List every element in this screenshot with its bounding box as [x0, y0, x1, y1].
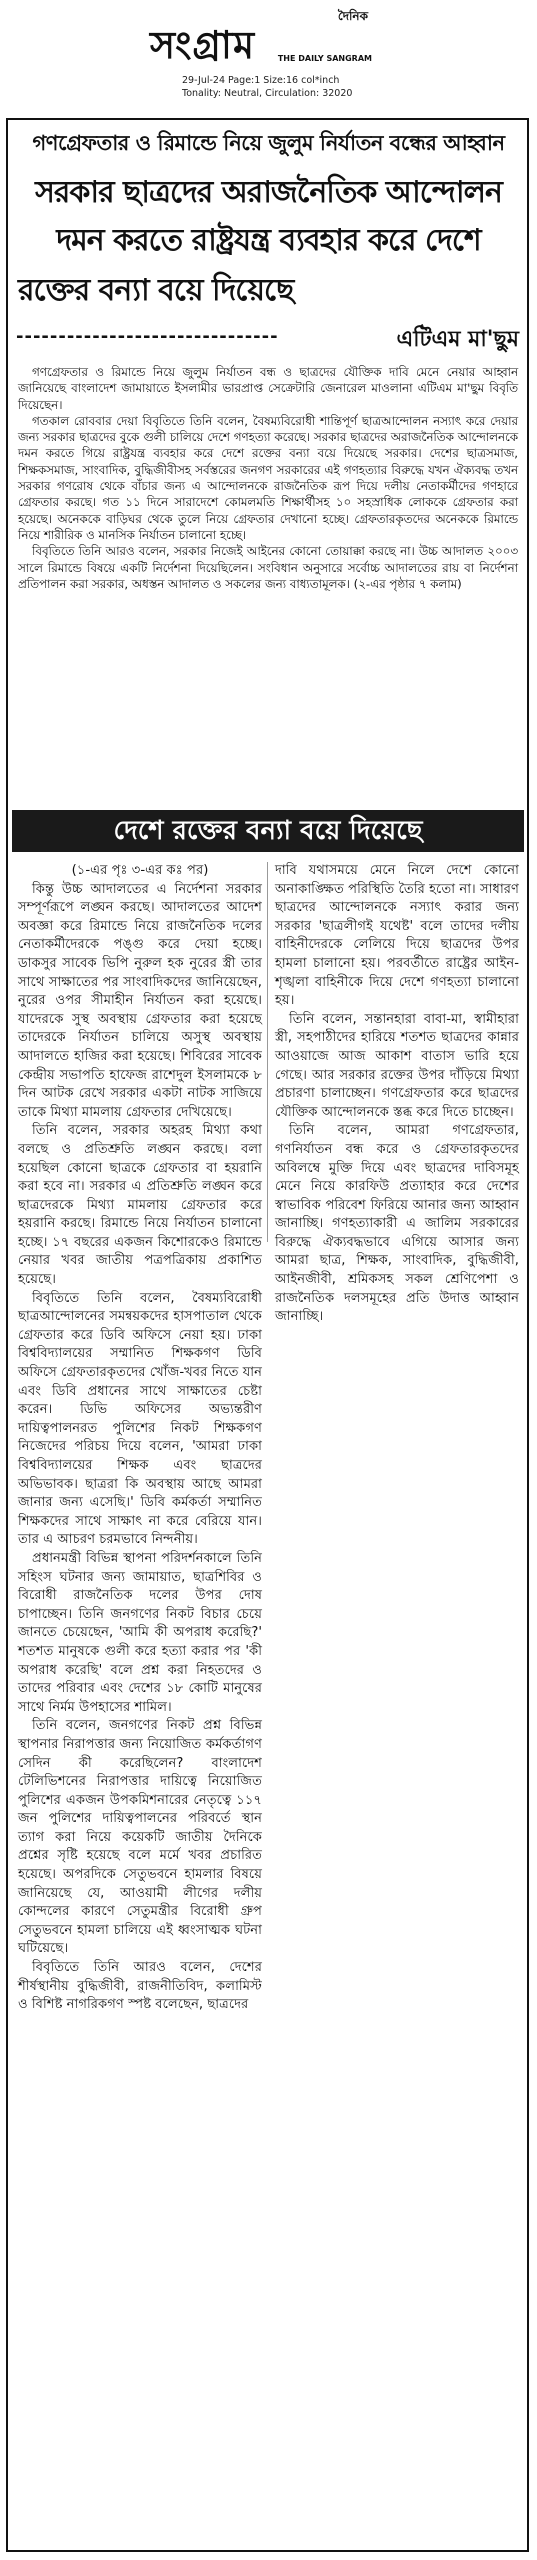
continuation-banner: [12, 810, 524, 852]
logo-english-name: THE DAILY SANGRAM: [277, 54, 372, 63]
banner-title: দেশে রক্তের বন্যা বয়ে দিয়েছে: [113, 816, 423, 846]
headline-kicker: গণগ্রেফতার ও রিমান্ডে নিয়ে জুলুম নির্যাতন বন্ধের আহ্বান: [32, 131, 505, 155]
column-paragraph: দাবি যথাসময়ে মেনে নিলে দেশে কোনো অনাকাঙ্ক্ষিত পরিস্থিতি তৈরি হতো না। সাধারণ ছাত্রদের আন্দোলনকে নস্যাৎ করার জন্য সরকার 'ছাত্রলীগই যথেষ্ট' বলে তাদের দলীয় বাহিনীদেরকে লেলিয়ে দিয়ে ছাত্রদের উপর হামলা চালানো হয়। পরবর্তীতে রাষ্ট্রের আইন-শৃঙ্খলা বাহিনীকে দিয়ে দেশে গণহত্যা চালানো হয়।: [275, 863, 519, 1009]
byline-rule: -------------------------------: [16, 326, 279, 347]
logo-title: সংগ্রাম: [150, 22, 256, 67]
column-divider: [267, 862, 268, 1242]
byline-name: এটিএম মা'ছুম: [396, 327, 519, 352]
continued-note: (১-এর পৃঃ ৩-এর কঃ পর): [71, 863, 209, 878]
headline-line-3: রক্তের বন্যা বয়ে দিয়েছে: [18, 273, 294, 308]
right-column: [275, 862, 519, 1327]
column-paragraph: তিনি বলেন, সন্তানহারা বাবা-মা, স্বামীহারা স্ত্রী, সহপাঠীদের হারিয়ে শতশত ছাত্রদের কান্নার আওয়াজে আজ আকাশ বাতাস ভারি হয়ে গেছে। আর সরকার রক্তের উপর দাঁড়িয়ে মিথ্যা প্রচারণা চালাচ্ছেন। গণগ্রেফতার করে ছাত্রদের যৌক্তিক আন্দোলনকে স্তব্ধ করে দিতে চাচ্ছেন।: [275, 1011, 519, 1120]
headline-line-1: সরকার ছাত্রদের অরাজনৈতিক আন্দোলন: [35, 175, 502, 210]
meta-date-page: 29-Jul-24 Page:1 Size:16 col*inch: [182, 75, 340, 86]
column-paragraph: প্রধানমন্ত্রী বিভিন্ন স্থাপনা পরিদর্শনকালে তিনি সহিংস ঘটনার জন্য জামায়াত, ছাত্রশিবির ও বিরোধী রাজনৈতিক দলের উপর দোষ চাপাচ্ছেন। তিনি জনগণের নিকট বিচার চেয়ে জানতে চেয়েছেন, 'আমি কী অপরাধ করেছি?' শতশত মানুষকে গুলী করে হত্যা করার পর 'কী অপরাধ করেছি' বলে প্রশ্ন করা নিহতদের ও তাদের পরিবার এবং দেশের ১৮ কোটি মানুষের সাথে নির্মম উপহাসের শামিল।: [18, 1550, 262, 1715]
intro-text: [18, 364, 518, 592]
column-paragraph: বিবৃতিতে তিনি আরও বলেন, দেশের শীর্ষস্থানীয় বুদ্ধিজীবী, রাজনীতিবিদ, কলামিস্ট ও বিশিষ্ট নাগরিকগণ স্পষ্ট বলেছেন, ছাত্রদের: [18, 1960, 262, 2013]
clipping-meta: [182, 74, 352, 100]
meta-tonality: Tonality: Neutral, Circulation: 32020: [182, 88, 353, 99]
headline-line-2: দমন করতে রাষ্ট্রযন্ত্র ব্যবহার করে দেশে: [56, 223, 481, 258]
intro-paragraph: বিবৃতিতে তিনি আরও বলেন, সরকার নিজেই আইনের কোনো তোয়াক্কা করছে না। উচ্চ আদালত ২০০৩ সালে রিমান্ডে বিষয়ে একটি নির্দেশনা দিয়েছিলেন। সংবিধান অনুসারে সর্বোচ্চ আদালতের রায় বা নির্দেশনা প্রতিপালন করা সরকার, অধস্তন আদালত ও সকলের জন্য বাধ্যতামূলক। (২-এর পৃষ্ঠার ৭ কলাম): [18, 544, 518, 591]
column-paragraph: তিনি বলেন, সরকার অহরহ মিথ্যা কথা বলছে ও প্রতিশ্রুতি লঙ্ঘন করছে। বলা হয়েছিল কোনো ছাত্রকে গ্রেফতার বা হয়রানি করা হবে না। সরকার এ প্রতিশ্রুতি লঙ্ঘন করে ছাত্রদেরকে মিথ্যা মামলায় গ্রেফতার করে হয়রানি করছে। রিমান্ডে নিয়ে নির্যাতন চালানো হচ্ছে। ১৭ বছরের একজন কিশোরকেও রিমান্ডে নেয়ার খবর জাতীয় পত্রপত্রিকায় প্রকাশিত হয়েছে।: [18, 1123, 262, 1288]
intro-paragraph: গতকাল রোববার দেয়া বিবৃতিতে তিনি বলেন, বৈষম্যবিরোধী শান্তিপূর্ণ ছাত্রআন্দোলন নস্যাৎ করে দেয়ার জন্য সরকার ছাত্রদের বুকে গুলী চালিয়ে দেশে গণহত্যা করেছে। সরকার ছাত্রদের অরাজনৈতিক আন্দোলনকে দমন করতে গিয়ে রাষ্ট্রযন্ত্র ব্যবহার করে দেশে রক্তের বন্যা বয়ে দিয়েছে সরকার। দেশের ছাত্রসমাজ, শিক্ষকসমাজ, সাংবাদিক, বুদ্ধিজীবীসহ সর্বস্তরের জনগণ সরকারের এই গণহত্যার বিরুদ্ধে যখন ঐক্যবদ্ধ তখন সরকার গণরোষ থেকে বাঁচার জন্য এ আন্দোলনকে রাজনৈতিক রূপ দিয়ে দলীয় নেতাকর্মীদের গণহারে গ্রেফতার করছে। গত ১১ দিনে সারাদেশে কোমলমতি শিক্ষার্থীসহ ১০ সহস্রাধিক লোককে গ্রেফতার করা হয়েছে। অনেককে বাড়িঘর থেকে তুলে নিয়ে গ্রেফতার দেখানো হচ্ছে। গ্রেফতারকৃতদের অনেককে রিমান্ডে নিয়ে শারীরিক ও মানসিক নির্যাতন চালানো হচ্ছে।: [18, 413, 518, 542]
newspaper-logo: [150, 8, 390, 67]
column-paragraph: বিবৃতিতে তিনি বলেন, বৈষম্যবিরোধী ছাত্রআন্দোলনের সমন্বয়কদের হাসপাতাল থেকে গ্রেফতার করে ডিবি অফিসে নেয়া হয়। ঢাকা বিশ্ববিদ্যালয়ের সম্মানিত শিক্ষকগণ ডিবি অফিসে গ্রেফতারকৃতদের খোঁজ-খবর নিতে যান এবং ডিবি প্রধানের সাথে সাক্ষাতের চেষ্টা করেন। ডিভি অফিসের অভ্যন্তরীণ দায়িত্বপালনরত পুলিশের নিকট শিক্ষকগণ নিজেদের পরিচয় দিয়ে বলেন, 'আমরা ঢাকা বিশ্ববিদ্যালয়ের শিক্ষক এবং ছাত্রদের অভিভাবক। ছাত্ররা কি অবস্থায় আছে আমরা জানার জন্য এসেছি।' ডিবি কর্মকর্তা সম্মানিত শিক্ষকদের সাথে সাক্ষাৎ না করে বেরিয়ে যান। তার এ আচরণ চরমভাবে নিন্দনীয়।: [18, 1290, 262, 1548]
column-paragraph: তিনি বলেন, আমরা গণগ্রেফতার, গণনির্যাতন বন্ধ করে ও গ্রেফতারকৃতদের অবিলম্বে মুক্তি দিয়ে এবং ছাত্রদের দাবিসমূহ মেনে নিয়ে কারফিউ প্রত্যাহার করে দেশের স্বাভাবিক পরিবেশ ফিরিয়ে আনার জন্য আহ্বান জানাচ্ছি। গণহত্যাকারী এ জালিম সরকারের বিরুদ্ধে ঐক্যবদ্ধভাবে এগিয়ে আসার জন্য আমরা ছাত্র, শিক্ষক, সাংবাদিক, বুদ্ধিজীবী, আইনজীবী, শ্রমিকসহ সকল শ্রেণিপেশা ও রাজনৈতিক দলসমূহের প্রতি উদাত্ত আহ্বান জানাচ্ছি।: [275, 1123, 519, 1325]
byline: [16, 322, 519, 352]
column-paragraph: তিনি বলেন, জনগণের নিকট প্রশ্ন বিভিন্ন স্থাপনার নিরাপত্তার জন্য নিয়োজিত কর্মকর্তাগণ সেদিন কী করেছিলেন? বাংলাদেশ টেলিভিশনের নিরাপত্তার দায়িত্বে নিয়োজিত পুলিশের একজন উপকমিশনারের নেতৃত্বে ১১৭ জন পুলিশের দায়িত্বপালনের পরিবর্তে স্থান ত্যাগ করা নিয়ে কয়েকটি জাতীয় দৈনিকে প্রশ্নের সৃষ্টি হয়েছে বলে মর্মে খবর প্রচারিত হয়েছে। অপরদিকে সেতুভবনে হামলার বিষয়ে জানিয়েছে যে, আওয়ামী লীগের দলীয় কোন্দলের কারণে সেতুমন্ত্রীর বিরোধী গ্রুপ সেতুভবনে হামলা চালিয়ে এই ধ্বংসাত্মক ঘটনা ঘটিয়েছে।: [18, 1718, 262, 1957]
left-column: [18, 862, 262, 2015]
masthead: [0, 0, 537, 116]
column-paragraph: কিন্তু উচ্চ আদালতের এ নির্দেশনা সরকার সম্পূর্ণরূপে লঙ্ঘন করছে। আদালতের আদেশ অবজ্ঞা করে রিমান্ডে নিয়ে রাজনৈতিক দলের নেতাকর্মীদেরকে পঙ্গু করে দেয়া হচ্ছে। ডাকসুর সাবেক ভিপি নুরুল হক নুরের স্ত্রী তার সাথে সাক্ষাতের পর সাংবাদিকদের জানিয়েছেন, নুরের ওপর সীমাহীন নির্যাতন করা হয়েছে। যাদেরকে সুস্থ অবস্থায় গ্রেফতার করা হয়েছে তাদেরকে নির্যাতন চালিয়ে অসুস্থ অবস্থায় আদালতে হাজির করা হয়েছে। শিবিরের সাবেক কেন্দ্রীয় সভাপতি হাফেজ রাশেদুল ইসলামকে ৮ দিন আটক রেখে সরকার একটা নাটক সাজিয়ে তাকে মিথ্যা মামলায় গ্রেফতার দেখিয়েছে।: [18, 881, 262, 1120]
intro-paragraph: গণগ্রেফতার ও রিমান্ডে নিয়ে জুলুম নির্যাতন বন্ধ ও ছাত্রদের যৌক্তিক দাবি মেনে নেয়ার আহ্বান জানিয়েছে বাংলাদেশ জামায়াতে ইসলামীর ভারপ্রাপ্ত সেক্রেটারি জেনারেল মাওলানা এটিএম মা'ছুম বিবৃতি দিয়েছেন।: [18, 365, 518, 412]
logo-daily-label: দৈনিক: [337, 9, 368, 23]
